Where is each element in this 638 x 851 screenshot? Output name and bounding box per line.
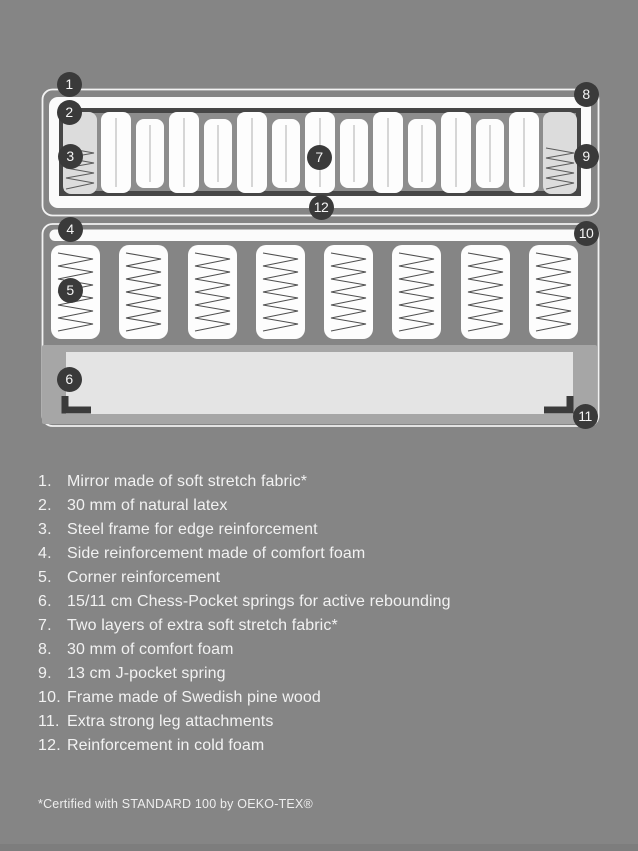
legend-item-text: Extra strong leg attachments	[67, 713, 274, 730]
legend-item-text: 13 cm J-pocket spring	[67, 665, 226, 682]
legend-item-number: 1.	[38, 473, 52, 490]
legend-item-text: Frame made of Swedish pine wood	[67, 689, 321, 706]
legend-item	[38, 494, 610, 518]
callout-badge-4: 4	[58, 217, 83, 242]
legend-item	[38, 614, 610, 638]
legend-item-text: 30 mm of comfort foam	[67, 641, 234, 658]
legend-item-text: Reinforcement in cold foam	[67, 737, 265, 754]
callout-badge-1: 1	[57, 72, 82, 97]
callout-badge-6: 6	[57, 367, 82, 392]
pocket-spring	[119, 245, 168, 339]
legend-item-text: Mirror made of soft stretch fabric*	[67, 473, 308, 490]
legend-item	[38, 662, 610, 686]
legend-item-number: 2.	[38, 497, 52, 514]
legend-item-text: Two layers of extra soft stretch fabric*	[67, 617, 338, 634]
legend-item-text: Side reinforcement made of comfort foam	[67, 545, 366, 562]
callout-badge-12: 12	[309, 195, 334, 220]
spring-pill	[476, 119, 504, 188]
spring-pill	[136, 119, 164, 188]
pocket-spring	[529, 245, 578, 339]
legend-item	[38, 686, 610, 710]
legend-item-text: Steel frame for edge reinforcement	[67, 521, 318, 538]
certification-footnote: *Certified with STANDARD 100 by OEKO-TEX®	[38, 797, 313, 811]
pocket-spring	[256, 245, 305, 339]
legend-item-text: Corner reinforcement	[67, 569, 221, 586]
legend-item	[38, 590, 610, 614]
legend-item-text: 15/11 cm Chess-Pocket springs for active rebounding	[67, 593, 451, 610]
spring-pill	[237, 112, 267, 193]
legend-item-number: 10.	[38, 689, 61, 706]
callout-badge-3: 3	[58, 144, 83, 169]
legend-item-number: 12.	[38, 737, 61, 754]
bottom-mattress-panel	[42, 224, 599, 426]
legend-item	[38, 470, 610, 494]
spring-pill	[441, 112, 471, 193]
pocket-spring	[324, 245, 373, 339]
legend-item-number: 5.	[38, 569, 52, 586]
legend-item-text: 30 mm of natural latex	[67, 497, 228, 514]
parts-legend	[38, 470, 610, 758]
legend-item-number: 4.	[38, 545, 52, 562]
spring-pill	[373, 112, 403, 193]
legend-item	[38, 566, 610, 590]
legend-item	[38, 638, 610, 662]
legend-item	[38, 710, 610, 734]
side-reinforcement-bar	[50, 230, 591, 242]
frame-inner-panel	[66, 352, 573, 414]
spring-pill	[509, 112, 539, 193]
legend-item	[38, 734, 610, 758]
callout-badge-2: 2	[57, 100, 82, 125]
callout-badge-11: 11	[573, 404, 598, 429]
edge-steel-coil-right	[543, 112, 577, 194]
legend-item	[38, 542, 610, 566]
spring-pill	[340, 119, 368, 188]
legend-item-number: 8.	[38, 641, 52, 658]
spring-pill	[101, 112, 131, 193]
pocket-spring	[188, 245, 237, 339]
legend-item-number: 11.	[38, 713, 60, 730]
pocket-spring	[392, 245, 441, 339]
legend-item-number: 6.	[38, 593, 52, 610]
legend-item	[38, 518, 610, 542]
bottom-section-divider	[0, 844, 638, 851]
callout-badge-8: 8	[574, 82, 599, 107]
callout-badge-5: 5	[58, 278, 83, 303]
legend-item-number: 3.	[38, 521, 52, 538]
legend-item-number: 7.	[38, 617, 52, 634]
pocket-spring	[461, 245, 510, 339]
callout-badge-10: 10	[574, 221, 599, 246]
callout-badge-9: 9	[574, 144, 599, 169]
legend-item-number: 9.	[38, 665, 52, 682]
spring-pill	[408, 119, 436, 188]
spring-pill	[272, 119, 300, 188]
spring-pill	[169, 112, 199, 193]
callout-badge-7: 7	[307, 145, 332, 170]
spring-pill	[204, 119, 232, 188]
